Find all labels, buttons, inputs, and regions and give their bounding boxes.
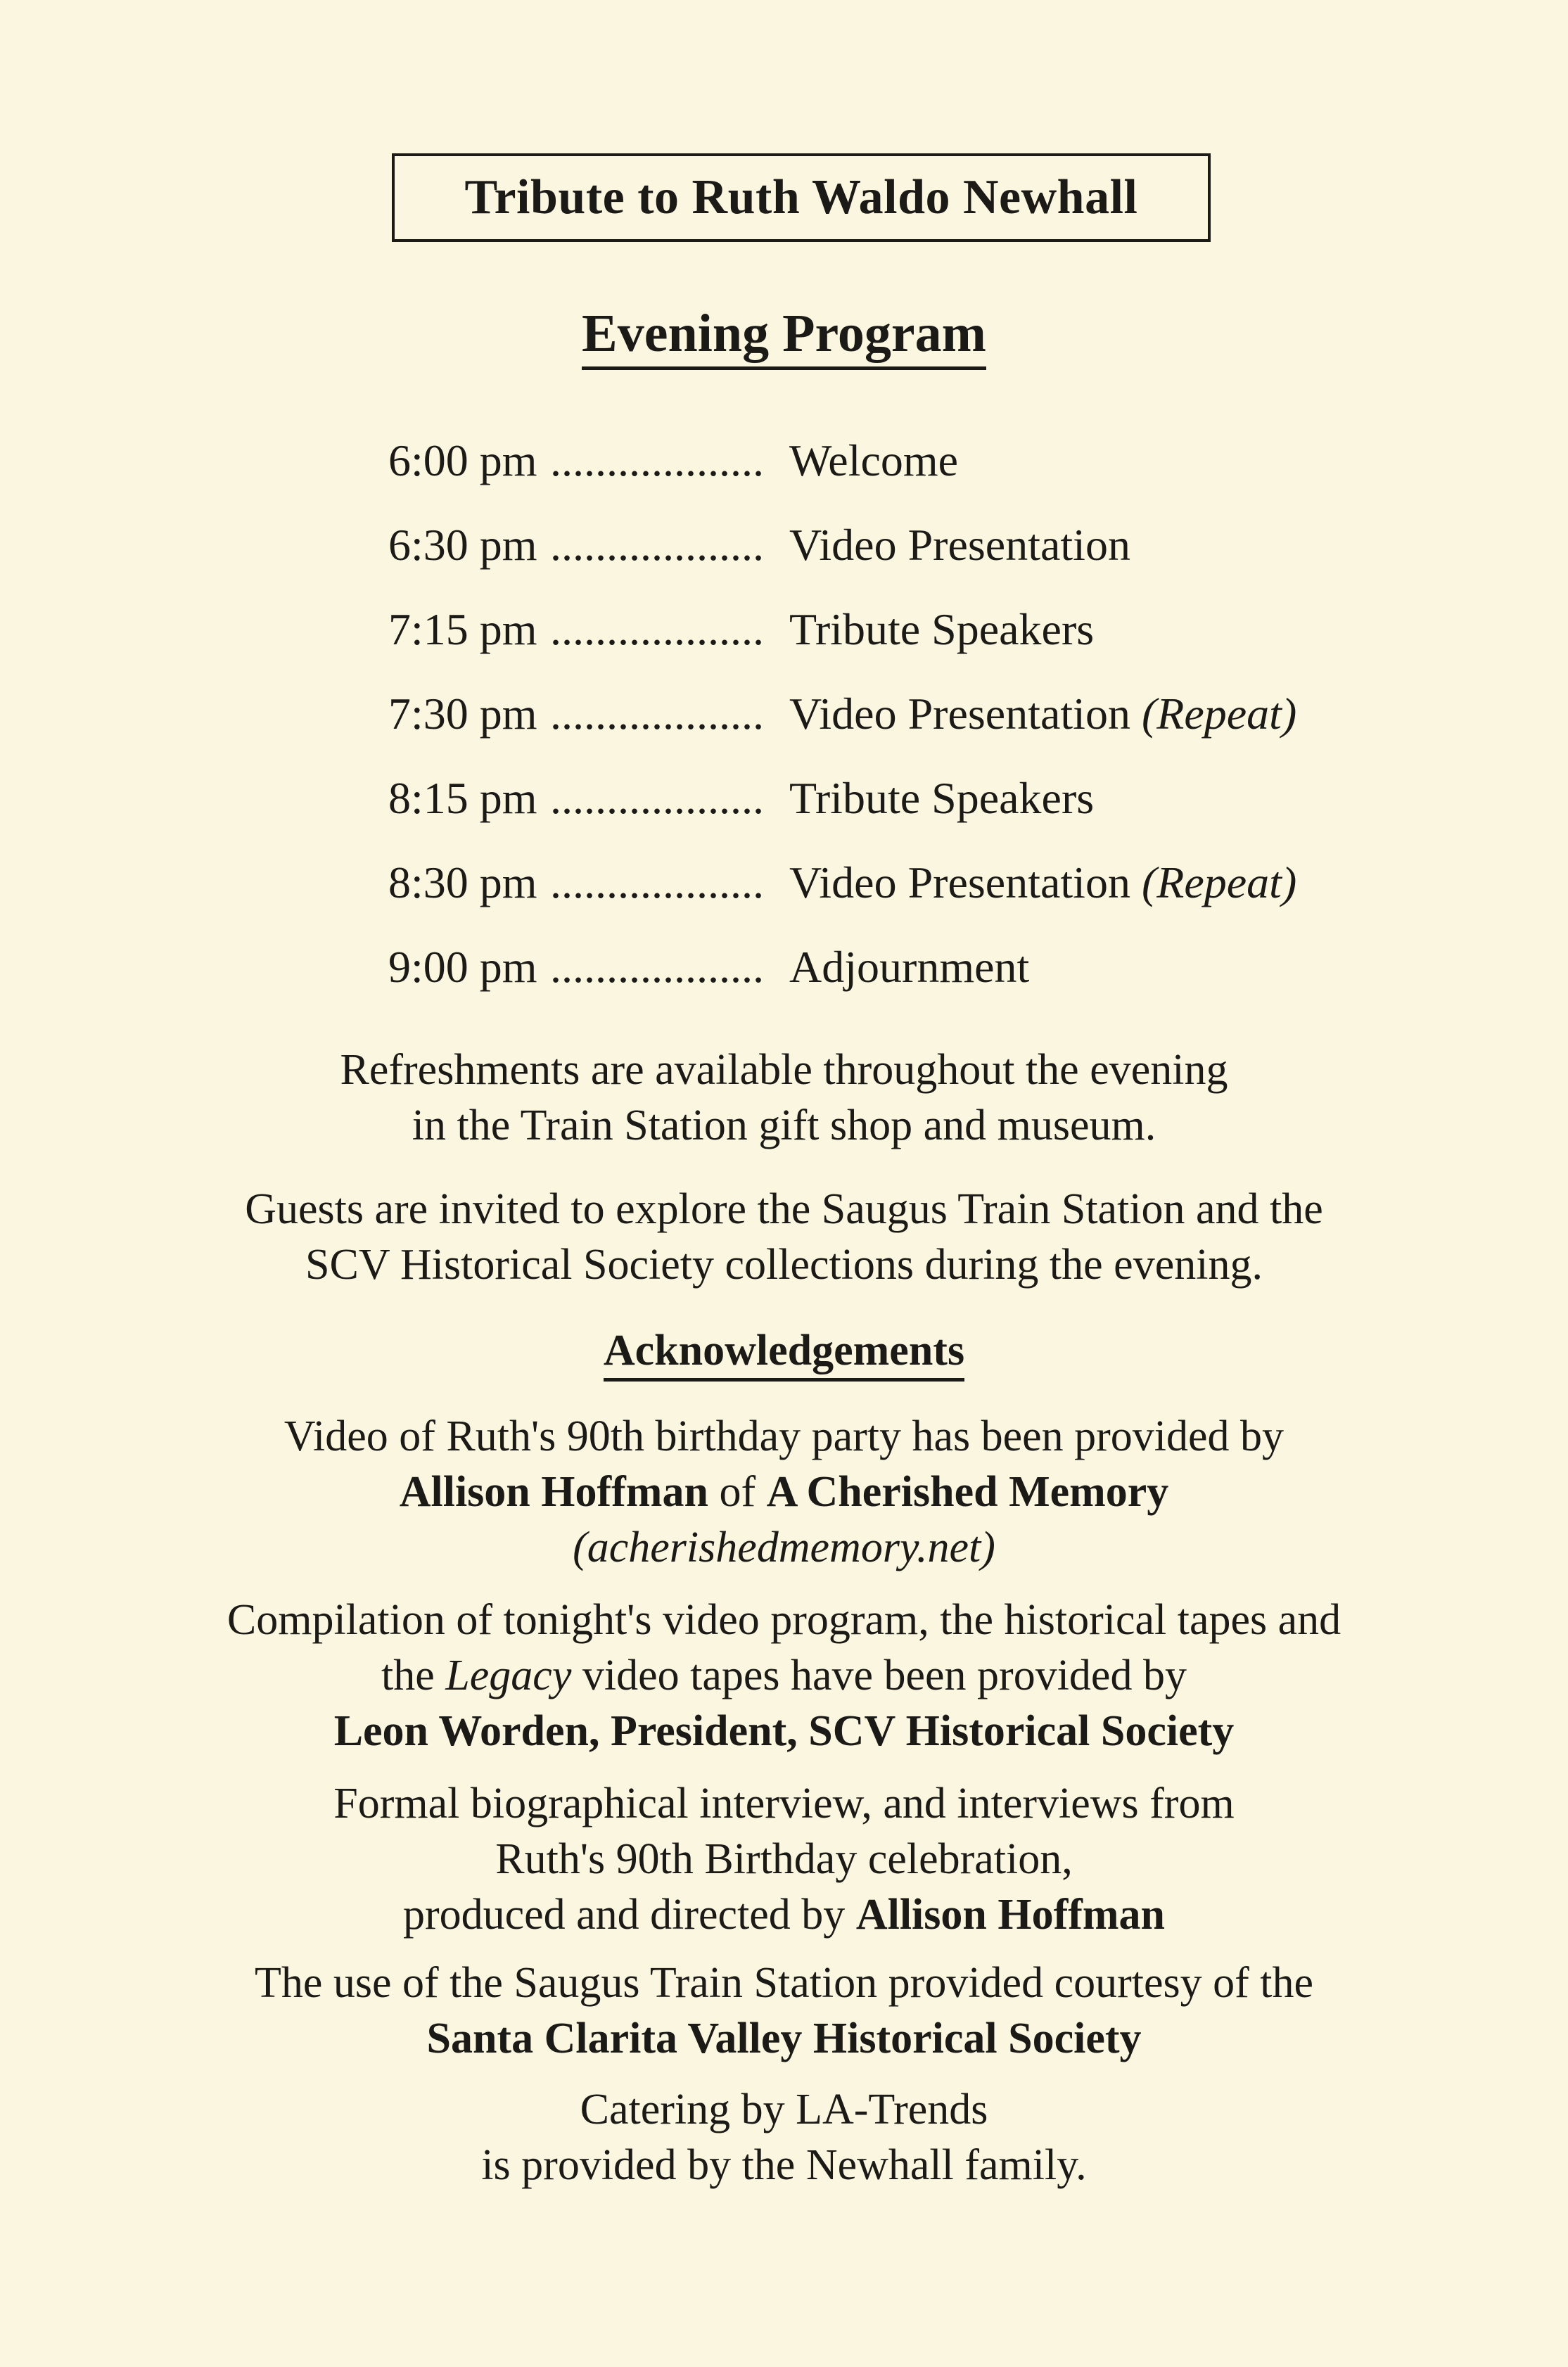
schedule-leader-dots: ................... (550, 435, 764, 485)
line-text: the (381, 1652, 446, 1699)
ack-station-credit: Santa Clarita Valley Historical Society (426, 2015, 1142, 2062)
schedule-event: Adjournment (789, 942, 1030, 992)
ack-compilation-line (0, 1648, 1568, 1704)
schedule-event: Tribute Speakers (789, 604, 1095, 654)
schedule-leader-dots: ................... (550, 689, 764, 739)
ack-compilation-line: Compilation of tonight's video program, the historical tapes and (227, 1596, 1341, 1644)
schedule-row (388, 841, 1443, 925)
ack-catering-line: is provided by the Newhall family. (481, 2141, 1087, 2189)
schedule-time: 7:30 pm (388, 689, 537, 739)
credit-website: (acherishedmemory.net) (573, 1524, 995, 1571)
refreshments-paragraph (0, 1042, 1568, 1154)
refreshments-line: Refreshments are available throughout the evening (340, 1046, 1228, 1094)
schedule-time: 6:00 pm (388, 435, 537, 485)
ack-video-line: Video of Ruth's 90th birthday party has been provided by (283, 1412, 1285, 1460)
schedule-time: 9:00 pm (388, 942, 537, 992)
ack-compilation-paragraph (0, 1593, 1568, 1759)
schedule-event: Tribute Speakers (789, 773, 1095, 823)
schedule-list (388, 419, 1443, 1009)
schedule-row (388, 672, 1443, 756)
schedule-time: 8:30 pm (388, 857, 537, 907)
legacy-title: Legacy (445, 1652, 572, 1699)
ack-catering-line: Catering by LA-Trends (580, 2086, 988, 2133)
schedule-row (388, 587, 1443, 672)
ack-interview-line: Ruth's 90th Birthday celebration, (495, 1835, 1073, 1883)
schedule-leader-dots: ................... (550, 857, 764, 907)
schedule-time: 8:15 pm (388, 773, 537, 823)
ack-catering-paragraph (0, 2082, 1568, 2193)
acknowledgements-heading-wrap (0, 1328, 1568, 1382)
schedule-leader-dots: ................... (550, 604, 764, 654)
credit-name: Allison Hoffman (855, 1891, 1166, 1939)
evening-program-heading: Evening Program (582, 306, 986, 370)
schedule-repeat-note: (Repeat) (1141, 857, 1297, 907)
guests-line: Guests are invited to explore the Saugus Train Station and the (245, 1185, 1323, 1233)
schedule-repeat-note: (Repeat) (1141, 689, 1297, 739)
schedule-event: Video Presentation (789, 520, 1130, 570)
acknowledgements-heading: Acknowledgements (604, 1328, 964, 1382)
schedule-time: 7:15 pm (388, 604, 537, 654)
ack-video-credit-line (0, 1465, 1568, 1520)
ack-station-paragraph (0, 1956, 1568, 2067)
schedule-row (388, 756, 1443, 841)
title-box (392, 153, 1211, 242)
credit-name: Allison Hoffman (399, 1468, 708, 1516)
schedule-leader-dots: ................... (550, 520, 764, 570)
schedule-leader-dots: ................... (550, 942, 764, 992)
schedule-event: Welcome (789, 435, 959, 485)
schedule-row (388, 503, 1443, 587)
line-text: produced and directed by (402, 1891, 856, 1939)
schedule-leader-dots: ................... (550, 773, 764, 823)
schedule-event: Video Presentation (789, 689, 1130, 739)
line-text: video tapes have been provided by (571, 1652, 1187, 1699)
ack-interview-line (0, 1887, 1568, 1943)
ack-interview-paragraph (0, 1776, 1568, 1943)
credit-connector: of (708, 1468, 767, 1516)
ack-station-line: The use of the Saugus Train Station provided courtesy of the (254, 1959, 1313, 2007)
schedule-row (388, 925, 1443, 1009)
ack-video-paragraph (0, 1409, 1568, 1576)
ack-compilation-credit: Leon Worden, President, SCV Historical Society (333, 1707, 1235, 1755)
refreshments-line: in the Train Station gift shop and museum. (412, 1102, 1156, 1149)
credit-company: A Cherished Memory (766, 1468, 1169, 1516)
guests-line: SCV Historical Society collections during the evening. (305, 1241, 1263, 1289)
evening-program-heading-wrap (0, 306, 1568, 370)
schedule-row (388, 419, 1443, 503)
ack-interview-line: Formal biographical interview, and interviews from (333, 1780, 1235, 1827)
schedule-time: 6:30 pm (388, 520, 537, 570)
page-title: Tribute to Ruth Waldo Newhall (464, 170, 1138, 224)
schedule-event: Video Presentation (789, 857, 1130, 907)
guests-paragraph (0, 1182, 1568, 1293)
